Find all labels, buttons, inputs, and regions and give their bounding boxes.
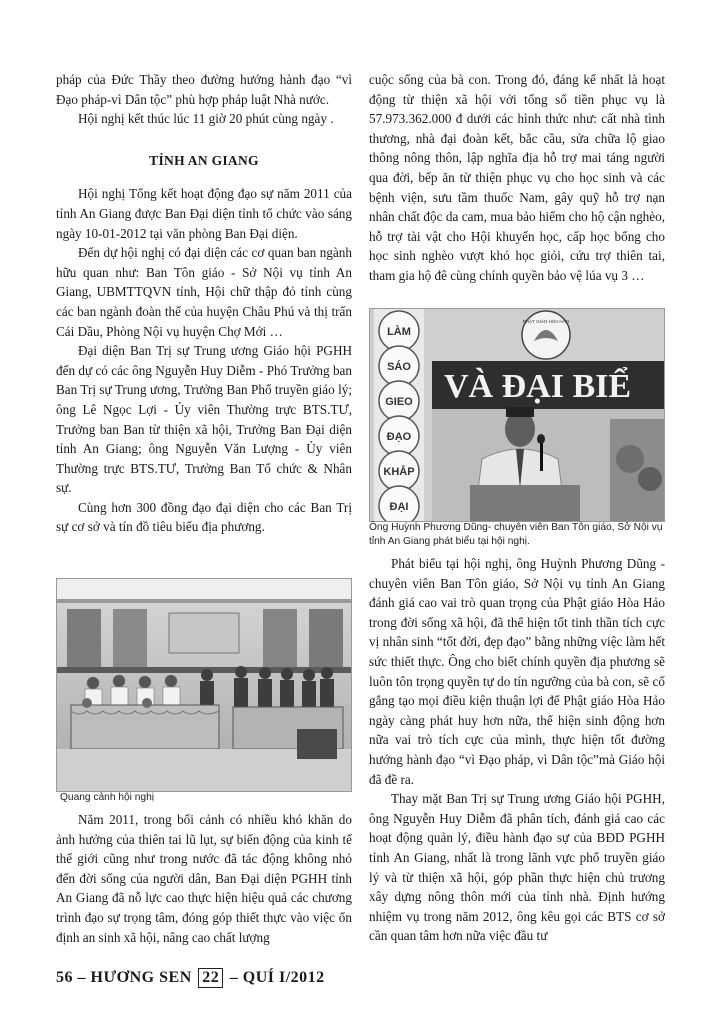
right-column (369, 70, 665, 286)
paragraph: pháp của Đức Thầy theo đường hướng hành đạo “vì Đạo pháp-vì Dân tộc” phù hợp pháp luật Nhà nước. (56, 72, 352, 107)
paragraph: cuộc sống của bà con. Trong đó, đáng kể nhất là hoạt động từ thiện xã hội với tổng số tiền phục vụ là 57.973.362.000 đ dưới các hình thức như: cất nhà tình thương, nhà đại đoàn kết, bắc cầu, sửa chữa lộ giao thông nông thôn, lập nghĩa địa hỗ trợ mai táng người qua đời, bếp ăn từ thiện phục vụ cho học sinh và các bệnh viện, sưu tầm thuốc Nam, gây quỹ hỗ trợ nạn nhân chất độc da cam, mua bảo hiểm cho hộ cận nghèo, hỗ trợ tài vật cho Hội khuyến học, cấp học bổng cho học sinh nghèo vượt khó học giỏi, cứu trợ thiên tai, tham gia hộ đê cùng chính quyền bảo vệ lúa vụ 3 … (369, 72, 665, 283)
paragraph: Hội nghị kết thúc lúc 11 giờ 20 phút cùng ngày . (78, 111, 334, 127)
issue-number: 22 (198, 968, 223, 988)
banner-char: GIEO (385, 396, 413, 408)
left-column (56, 70, 352, 537)
page-number: 56 (56, 969, 73, 986)
banner-char: SÁO (387, 361, 411, 373)
paragraph: Cùng hơn 300 đồng đạo đại diện cho các Ban Trị sự cơ sở và tín đồ tiêu biểu địa phương. (56, 499, 352, 535)
banner-char: KHẮP (383, 466, 415, 478)
backdrop-banner-text: VÀ ĐẠI BIỂ (444, 368, 632, 405)
banner-char: ĐẠI (389, 501, 409, 513)
photo-caption: Ông Huỳnh Phương Dũng- chuyên viên Ban Tôn giáo, Sở Nội vụ tỉnh An Giang phát biểu tại hội nghị. (369, 522, 663, 547)
paragraph: Hội nghị Tổng kết hoạt động đạo sự năm 2011 của tỉnh An Giang được Ban Đại diện tỉnh tổ chức vào sáng ngày 10-01-2012 tại văn phòng Ban Đại diện. (56, 186, 352, 241)
banner-char: ĐẠO (386, 431, 412, 443)
photo-caption: Quang cảnh hội nghị (60, 792, 155, 803)
section-title: TỈNH AN GIANG (149, 152, 259, 168)
paragraph: Đến dự hội nghị có đại diện các cơ quan ban ngành hữu quan như: Ban Tôn giáo - Sở Nội vụ tỉnh An Giang, UBMTTQVN tỉnh, Hội chữ thập đỏ tỉnh cùng các ban ngành đoàn thể của huyện Châu Phú và thị trấn Cái Dầu, Phòng Nội vụ huyện Chợ Mới … (56, 245, 352, 339)
issue-period: – QUÍ I/2012 (229, 969, 325, 986)
paragraph: Năm 2011, trong bối cảnh có nhiều khó khăn do ảnh hưởng của thiên tai lũ lụt, sự biến động của kinh tế thế giới cũng như trong nước đã tác động không nhỏ đến đời sống của người dân, Ban Đại diện PGHH tỉnh An Giang đã nỗ lực cao thực hiện hiệu quả các chương trình đạo sự trọng tâm, đóng góp thiết thực vào việc ổn định an sinh xã hội, nâng cao chất lượng (56, 812, 352, 945)
speaker-photo (369, 308, 665, 522)
paragraph: Đại diện Ban Trị sự Trung ương Giáo hội PGHH đến dự có các ông Nguyễn Huy Diễm - Phó Trưởng ban Ban Trị sự Trung ương, Trưởng Ban Phổ truyền giáo lý; ông Lê Ngọc Lợi - Ủy viên Thường trực BTS.TƯ, Trưởng ban Ban từ thiện xã hội, Trưởng Ban Đại diện tỉnh An Giang; ông Nguyễn Văn Lượng - Ủy viên Thường trực BTS.TƯ, Trưởng Ban Tổ chức & Nhân sự. (56, 343, 352, 496)
right-column-continued (369, 554, 665, 946)
paragraph: Phát biểu tại hội nghị, ông Huỳnh Phương Dũng - chuyên viên Ban Tôn giáo, Sở Nội vụ tỉnh An Giang đánh giá cao vai trò quan trọng của Phật giáo Hòa Hảo trong đời sống xã hội, đã thể hiện tốt tinh thần tích cực vị nhân sinh “tốt đời, đẹp đạo” bằng những việc làm hết sức thiết thực. Ông cho biết chính quyền địa phương sẽ luôn tôn trọng quyền tự do tín ngưỡng của bà con, sẽ cố gắng tạo mọi điều kiện thuận lợi để Phật giáo Hòa Hảo ngày càng phát huy hơn nữa, thể hiện sinh động hơn nữa vai trò tích cực của mình, thực hiện tốt đường hướng hành đạo “vì Đạo pháp, vì Dân tộc”mà Giáo hội đã đề ra. (369, 556, 665, 787)
left-column-continued (56, 810, 352, 947)
logo-text: PHẬT GIÁO HÒA HẢO (522, 319, 570, 324)
conference-photo (56, 578, 352, 792)
page-footer (56, 968, 325, 988)
banner-char: LÀM (387, 326, 411, 338)
paragraph: Thay mặt Ban Trị sự Trung ương Giáo hội PGHH, ông Nguyễn Huy Diễm đã phân tích, đánh giá cao các hoạt động quản lý, điều hành đạo sự của BĐD PGHH tỉnh An Giang, nhất là trong lãnh vực phổ truyền giáo lý và từ thiện xã hội, góp phần thực hiện chủ trương xây dựng nông thôn mới của tỉnh nhà. Định hướng nhiệm vụ trong năm 2012, ông kêu gọi các BTS cơ sở cần quan tâm hơn nữa việc đầu tư (369, 791, 665, 944)
magazine-name: – HƯƠNG SEN (77, 969, 192, 986)
